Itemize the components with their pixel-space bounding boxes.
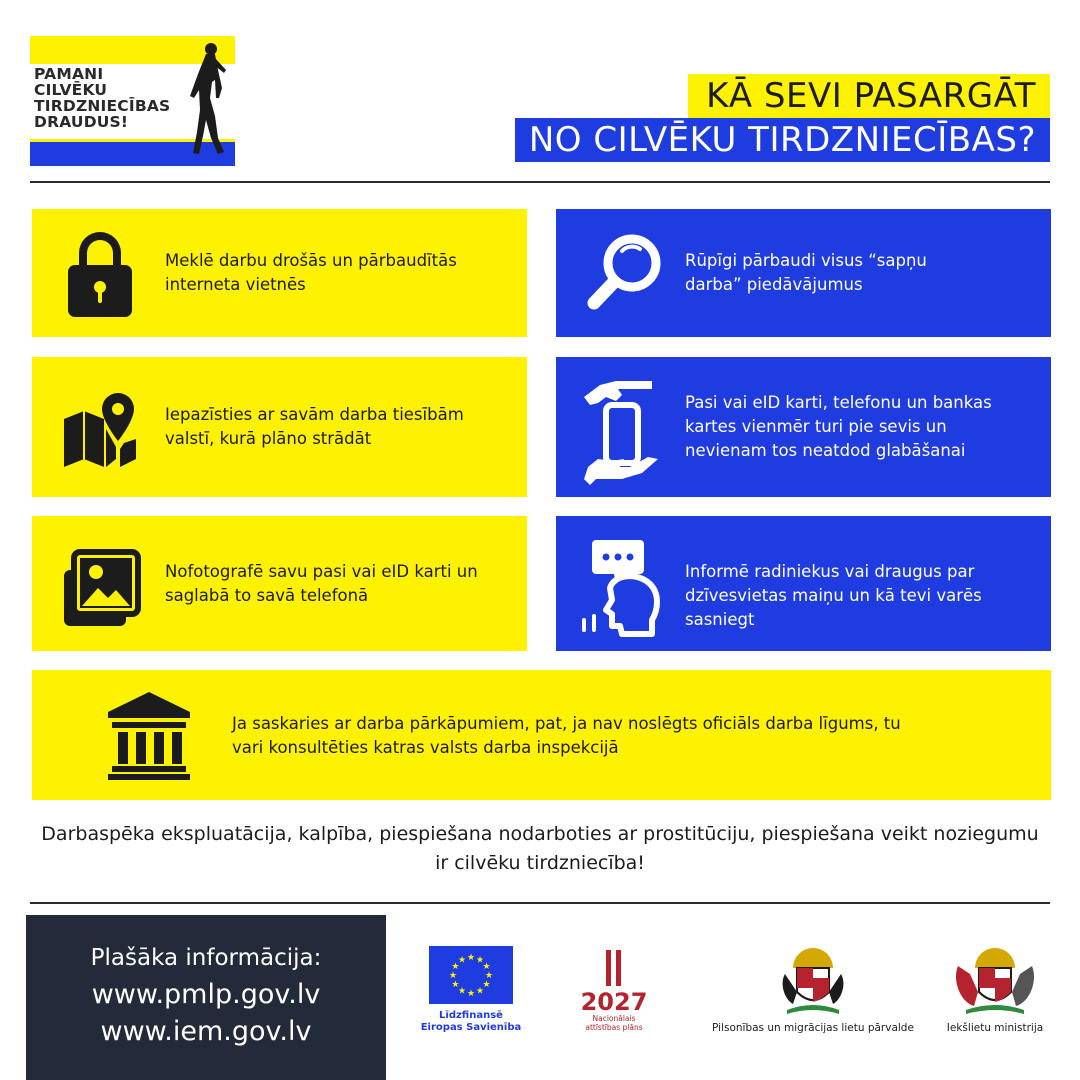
tip-card: [32, 670, 1051, 800]
eu-star-icon: ★: [451, 980, 460, 990]
trafficking-statement: Darbaspēka ekspluatācija, kalpība, piespiešana nodarboties ar prostitūciju, piespiešana veikt noziegumu ir cilvēku tirdzniecība!: [41, 823, 1039, 874]
eu-star-icon: ★: [448, 971, 458, 981]
top-divider: [30, 181, 1050, 183]
partner-pmlp: [688, 944, 938, 1034]
map-pin-icon: [60, 389, 140, 469]
tip-card: [32, 209, 527, 337]
partner-caption: Eiropas Savienība: [420, 1022, 522, 1033]
walking-figure-icon: [182, 40, 232, 164]
partner-caption: Pilsonības un migrācijas lietu pārvalde: [712, 1022, 914, 1034]
tip-card: [32, 357, 527, 497]
tip-text: Informē radiniekus vai draugus par dzīvesvietas maiņu un kā tevi varēs sasniegt: [685, 562, 982, 629]
eu-star-icon: ★: [484, 971, 494, 981]
partner-caption: Nacionālais: [592, 1014, 636, 1023]
campaign-logo: [30, 36, 235, 166]
person-speech-icon: [580, 534, 664, 638]
info-panel: [26, 915, 386, 1080]
tip-text: Iepazīsties ar savām darba tiesībām valstī, kurā plāno strādāt: [165, 405, 464, 448]
partner-caption: Iekšlietu ministrija: [946, 1022, 1044, 1034]
eu-star-icon: ★: [482, 980, 491, 990]
tip-card: [556, 209, 1051, 337]
info-url-pmlp[interactable]: www.pmlp.gov.lv: [91, 979, 321, 1010]
eu-star-icon: ★: [451, 962, 460, 972]
eu-star-icon: ★: [475, 986, 485, 997]
magnifier-icon: [584, 229, 666, 317]
latvian-coat-of-arms-icon: [775, 944, 851, 1016]
partner-eu: [420, 946, 522, 1034]
tip-text: Rūpīgi pārbaudi visus “sapņu darba” piedāvājumus: [685, 251, 927, 294]
logo-text: [34, 66, 194, 130]
info-url-iem[interactable]: www.iem.gov.lv: [100, 1016, 312, 1047]
eu-star-icon: ★: [466, 989, 476, 999]
partner-nap: [572, 948, 656, 1032]
institution-building-icon: [104, 690, 194, 780]
tip-text: Ja saskaries ar darba pārkāpumiem, pat, ja nav noslēgts oficiāls darba līgums, tu vari konsultēties katras valsts darba inspekcijā: [232, 714, 901, 757]
eu-star-icon: ★: [482, 962, 491, 972]
logo-line: CILVĒKU: [34, 81, 108, 99]
headline-line-1: KĀ SEVI PASARGĀT: [688, 74, 1050, 118]
tip-card: [32, 516, 527, 651]
tip-text: Pasi vai eID karti, telefonu un bankas kartes vienmēr turi pie sevis un nevienam tos neatdod glabāšanai: [685, 393, 992, 460]
npa-2027-mark: 2027: [580, 988, 648, 1014]
info-label: Plašāka informācija:: [90, 945, 322, 971]
headline: [515, 74, 1050, 162]
npa-2027-logo: [572, 948, 656, 1014]
eu-star-icon: ★: [457, 986, 467, 997]
headline-line-2: NO CILVĒKU TIRDZNIECĪBAS?: [515, 118, 1050, 162]
partner-caption: Līdzfinansē: [439, 1010, 503, 1021]
eu-star-icon: ★: [475, 955, 485, 966]
tip-text: Nofotografē savu pasi vai eID karti un saglabā to savā telefonā: [165, 562, 478, 605]
latvian-coat-of-arms-icon: [950, 944, 1040, 1016]
logo-line: PAMANI: [34, 65, 104, 83]
tip-card: [556, 357, 1051, 497]
partner-caption: attīstības plāns: [585, 1023, 643, 1032]
photo-gallery-icon: [60, 548, 142, 630]
tip-text: Meklē darbu drošās un pārbaudītās interneta vietnēs: [165, 251, 457, 294]
padlock-icon: [60, 227, 140, 319]
phone-in-hands-icon: [582, 375, 662, 485]
tip-card: [556, 516, 1051, 651]
eu-flag-icon: [429, 946, 513, 1004]
eu-star-icon: ★: [466, 953, 476, 963]
partner-iem: [935, 944, 1055, 1034]
logo-line: TIRDZNIECĪBAS: [34, 97, 171, 115]
logo-line: DRAUDUS!: [34, 113, 129, 131]
bottom-divider: [30, 902, 1050, 904]
eu-star-icon: ★: [457, 955, 467, 966]
